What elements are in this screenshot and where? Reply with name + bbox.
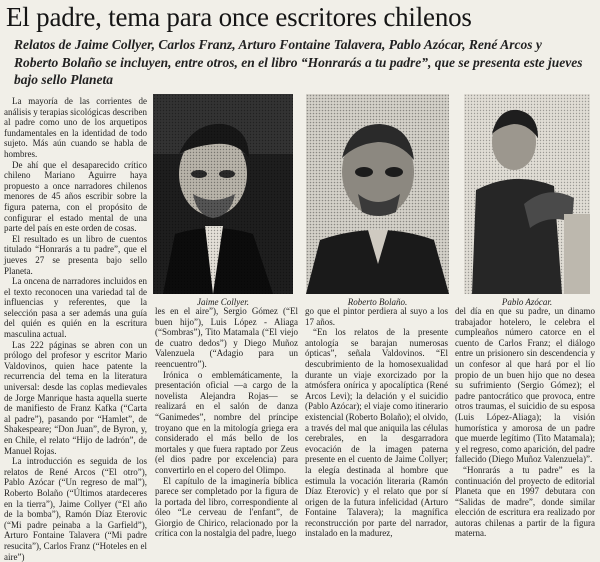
deck-subheadline: Relatos de Jaime Collyer, Carlos Franz, Arturo Fontaine Talavera, Pablo Azócar, René Arcos y Roberto Bolaño se incluyen, entre otros, en el libro “Honrarás a tu padre”, que se presenta este jueves bajo sello Planeta xyxy=(14,37,583,87)
photo-jaime-collyer xyxy=(153,94,293,294)
photo-pablo-azocar xyxy=(464,94,590,294)
text-column-2 xyxy=(155,306,298,539)
text-column-3 xyxy=(305,306,448,539)
photo-caption: Jaime Collyer. xyxy=(197,297,249,307)
paragraph: De ahí que el desaparecido crítico chileno Mariano Aguirre haya propuesto a once narradores chilenos menores de 45 años escribir sobre la figura paterna, con el propósito de configurar el estado mental de una parte del país en este orden de cosas. xyxy=(4,159,147,234)
paragraph: Irónica o emblemáticamente, la presentación oficial —a cargo de la novelista Alejandra Rojas— se realizará en el salón de danza “Ganimedes”, nombre del príncipe troyano que en la mitología griega era considerado el más bello de los mortales y que fuera raptado por Zeus (el dios padre por excelencia) para convertirlo en el copero del Olimpo. xyxy=(155,369,298,475)
paragraph: go que el pintor perdiera al suyo a los 17 años. xyxy=(305,306,448,327)
paragraph: del día en que su padre, un dinamo trabajador hotelero, le celebra el cumpleaños número catorce en el cuento de Carlos Franz; el diálogo entre un prisionero sin descendencia y un confesor al que hará por el lío propio de un buen hijo que no desea su sufrimiento (Sergio Gómez); el padre pantocrático que provoca, entre otros traumas, el suicidio de su esposa (Luis López-Aliaga); la visión humorística y amorosa de un padre que muerde legítimo (Tito Matamala); y el regreso, como aparición, del padre fallecido (Diego Muñoz Valenzuela)”. xyxy=(455,306,595,465)
paragraph: El resultado es un libro de cuentos titulado “Honrarás a tu padre”, que el jueves 27 se presenta bajo sello Planeta. xyxy=(4,233,147,276)
text-column-1 xyxy=(4,96,147,562)
paragraph: les en el aire”), Sergio Gómez (“El buen hijo”), Luis López - Aliaga (“Sombras”), Tito Matamala (“El viejo de cuatro dedos”) y Diego Muñoz Valenzuela (“Adagio para un reencuentro”). xyxy=(155,306,298,369)
paragraph: El capítulo de la imaginería bíblica parece ser completado por la figura de la portada del libro, correspondiente al óleo “Le cerveau de l'enfant”, de Giorgio de Chirico, relacionado por la crítica con la nostalgia del padre, luego xyxy=(155,475,298,539)
headline: El padre, tema para once escritores chilenos xyxy=(6,2,472,32)
photo-caption: Pablo Azócar. xyxy=(501,297,553,307)
paragraph: Las 222 páginas se abren con un prólogo del profesor y escritor Mario Valdovinos, quien hace patente la recurrencia del tema en la literatura universal: desde las coplas medievales de Jorge Manrique hasta aquella suerte de manifiesto de Franz Kafka (“Carta al padre”), pasando por “Hamlet”, de Shakespeare; “Don Juan”, de Byron, y, en Chile, el relato “Hijo de ladrón”, de Manuel Rojas. xyxy=(4,339,147,456)
paragraph: La mayoría de las corrientes de análisis y terapias sicológicas describen al padre como uno de los arquetipos fundamentales en la identidad de todo sujeto. Más aún cuando se habla de hombres. xyxy=(4,96,147,159)
text-column-4 xyxy=(455,306,595,539)
paragraph: La introducción es seguida de los relatos de René Arcos (“El otro”), Pablo Azócar (“Un regreso de mal”), Roberto Bolaño (“Últimos atardeceres en la tierra”), Jaime Collyer (“El año de la bomba”), Ramón Díaz Eterovic (“Mi padre peinaba a la Garfield”), Arturo Fontaine Talavera (“Mi padre resucita”), Carlos Franz (“Hoteles en el aire”) xyxy=(4,456,147,562)
paragraph: “En los relatos de la presente antología se barajan numerosas ópticas”, señala Valdovinos. “El descubrimiento de la homosexualidad durante un viaje exorcizado por la atmósfera onírica y apocalíptica (René Arcos Levi); la delación y el suicidio (Pablo Azócar); el viaje como itinerario existencial (Roberto Bolaño); el olvido, a través del mal que aniquila las células cerebrales, en la desgarradora evocación de la imagen paterna presente en el cuento de Jaime Collyer; la elegía destinada al hombre que estimula la vocación literaria (Ramón Díaz Eterovic) y el relato que por sí origen de la futura infelicidad (Arturo Fontaine Talavera); la magnífica reconstrucción por parte del narrador, instalado en la madurez, xyxy=(305,327,448,539)
photo-caption: Roberto Bolaño. xyxy=(347,297,408,307)
photo-roberto-bolano xyxy=(306,94,449,294)
paragraph: “Honrarás a tu padre” es la continuación del proyecto de editorial Planeta que en 1997 debutara con “Salidas de madre”, donde similar elección de escritura era realizado por autoras chilenas a partir de la figura materna. xyxy=(455,464,595,539)
paragraph: La oncena de narradores incluidos en el texto reconocen una variedad tal de influencias y referentes, que la selección pasa a ser además una guía del quién es quién en la escritura masculina actual. xyxy=(4,276,147,340)
